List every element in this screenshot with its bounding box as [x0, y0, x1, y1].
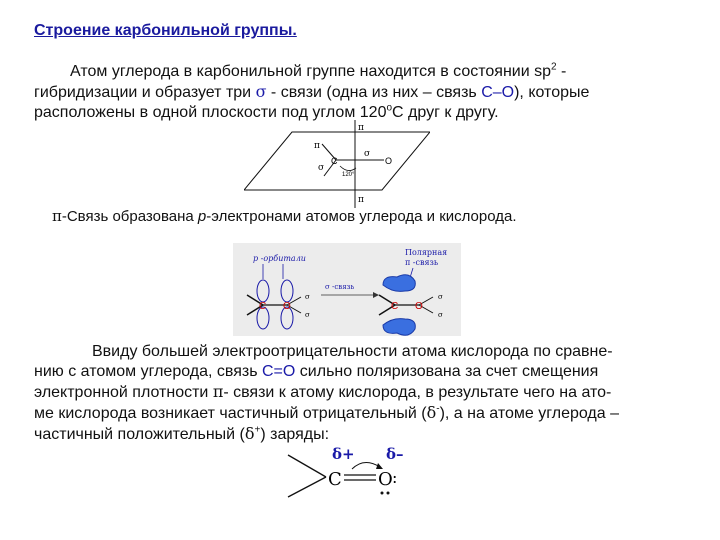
paragraph-hybridization: Атом углерода в карбонильной группе находится в состоянии $sp^2$ - гибридизации и образует три σ - связи (одна из них – связь C–O), которые расположены в одной плоскости под углом 120$^o$C друг к другу. [34, 61, 590, 121]
delta-plus-label: δ+ [332, 445, 355, 463]
carbon-left-label: C [259, 301, 267, 312]
pi-label-top: π [358, 123, 364, 133]
delta-minus-label: δ– [386, 445, 404, 463]
sigma-bond-label: σ -связь [325, 283, 355, 291]
paragraph-polarization: Ввиду большей электроотрицательности атома кислорода по сравне- нию с атомом углерода, связь C=O сильно поляризована за счет смещения электронной плотности π- связи к атому кислорода, в результате чего на ато- ме кислорода возникает частичный отрицательный (δ-), а на атоме углерода – частичный положительный (δ+) заряды: [34, 343, 619, 443]
oxygen-right-label: O [415, 301, 423, 312]
pi-label-bottom: π [358, 195, 364, 205]
lone-pair-dot-1 [381, 492, 384, 495]
carbon-label: C [328, 469, 342, 490]
orbital-diagram-drawing [233, 243, 461, 336]
sigma-left-top: σ [305, 293, 310, 301]
paragraph-pi-bond: π-Связь образована p-электронами атомов углерода и кислорода. [52, 207, 517, 225]
polar-pi-label-2: π -связь [405, 258, 439, 267]
lone-pair-right: : [392, 468, 398, 487]
oxygen-left-label: O [283, 301, 291, 312]
carbon-right-label: C [391, 301, 399, 312]
oxygen-label: O [378, 469, 393, 490]
carbonyl-formula-diagram [282, 441, 422, 503]
pi-label-left: π [314, 141, 320, 151]
angle-label: 120° [342, 172, 355, 178]
sigma-right-top: σ [438, 293, 443, 301]
p-orbitals-label: p -орбитали [253, 254, 306, 263]
polar-pi-label-1: Полярная [405, 248, 448, 257]
sigma-label-left: σ [318, 163, 325, 173]
page-title: Строение карбонильной группы. [34, 22, 297, 39]
carbon-atom-label: C [331, 156, 338, 166]
sp2-plane-diagram [244, 118, 430, 210]
oxygen-atom-label: O [385, 156, 393, 166]
lone-pair-dot-2 [387, 492, 390, 495]
sigma-left-bottom: σ [305, 311, 310, 319]
orbital-diagram [233, 243, 461, 336]
sigma-right-bottom: σ [438, 311, 443, 319]
sigma-label-right: σ [364, 149, 371, 159]
